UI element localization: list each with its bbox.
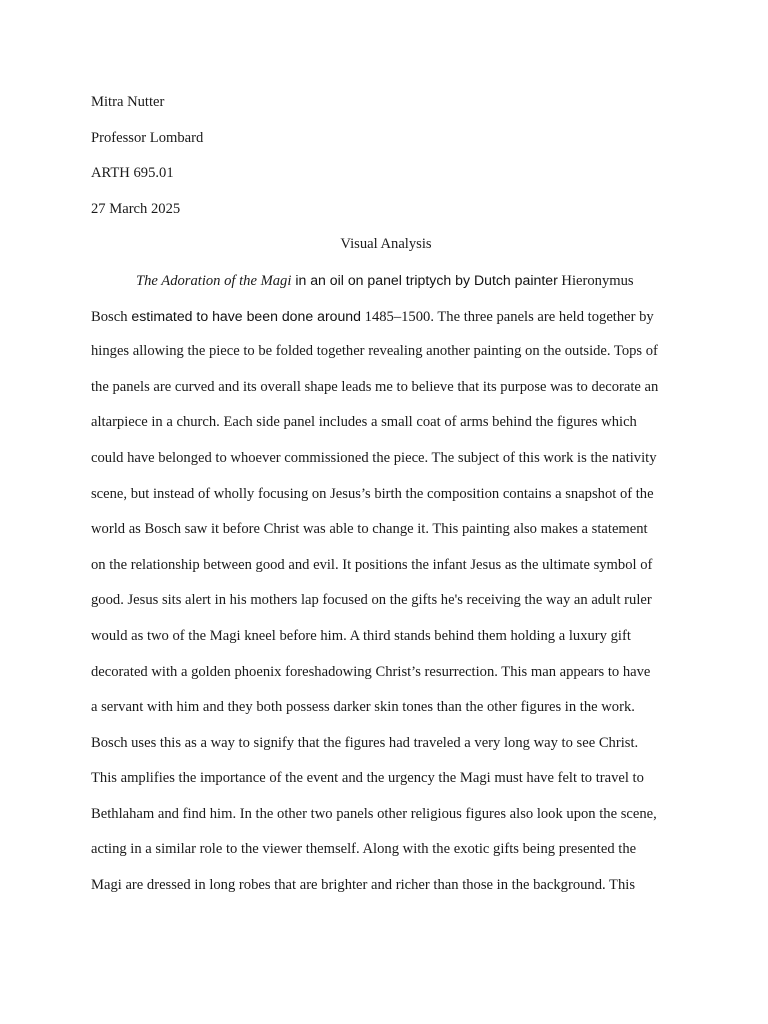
paragraph-line: This amplifies the importance of the event and the urgency the Magi must have felt to travel to	[91, 770, 644, 787]
paragraph-line: Bosch uses this as a way to signify that the figures had traveled a very long way to see Christ.	[91, 734, 639, 751]
paragraph-line: a servant with him and they both possess darker skin tones than the other figures in the work.	[91, 699, 635, 716]
course-code: ARTH 695.01	[91, 165, 174, 182]
paragraph-line: on the relationship between good and evil. It positions the infant Jesus as the ultimate symbol of	[91, 556, 653, 573]
paragraph-line: good. Jesus sits alert in his mothers lap focused on the gifts he's receiving the way an adult ruler	[91, 592, 652, 609]
paragraph-line: hinges allowing the piece to be folded together revealing another painting on the outside. Tops of	[91, 343, 658, 360]
document-title: Visual Analysis	[340, 236, 432, 253]
document-body	[91, 85, 681, 904]
paragraph-line: decorated with a golden phoenix foreshadowing Christ’s resurrection. This man appears to have	[91, 663, 651, 680]
paragraph-line: could have belonged to whoever commissioned the piece. The subject of this work is the nativity	[91, 449, 657, 466]
paragraph-line: world as Bosch saw it before Christ was able to change it. This painting also makes a statement	[91, 521, 648, 538]
paragraph-text-sans: in an oil on panel triptych by Dutch painter	[291, 271, 558, 288]
paragraph-line: the panels are curved and its overall shape leads me to believe that its purpose was to decorate an	[91, 378, 659, 395]
paragraph-text: 1485–1500. The three panels are held together by	[361, 308, 654, 325]
paragraph-line: scene, but instead of wholly focusing on Jesus’s birth the composition contains a snapshot of the	[91, 485, 654, 502]
professor-name: Professor Lombard	[91, 129, 204, 146]
paragraph-line: acting in a similar role to the viewer themself. Along with the exotic gifts being presented the	[91, 841, 637, 858]
paragraph-line	[91, 299, 681, 335]
paragraph-text: Bosch	[91, 308, 128, 325]
paragraph-line: Magi are dressed in long robes that are brighter and richer than those in the background. This	[91, 877, 635, 894]
paragraph-line: would as two of the Magi kneel before him. A third stands behind them holding a luxury gift	[91, 627, 631, 644]
paragraph-text: Hieronymus	[557, 272, 634, 289]
paragraph-line: Bethlaham and find him. In the other two panels other religious figures also look upon the scene,	[91, 805, 657, 822]
paragraph-text-sans: estimated to have been done around	[127, 307, 361, 324]
paragraph-line	[91, 263, 681, 299]
paragraph-line: altarpiece in a church. Each side panel includes a small coat of arms behind the figures which	[91, 414, 637, 431]
artwork-title: The Adoration of the Magi	[136, 272, 292, 289]
student-name: Mitra Nutter	[91, 94, 165, 110]
document-date: 27 March 2025	[91, 200, 181, 217]
